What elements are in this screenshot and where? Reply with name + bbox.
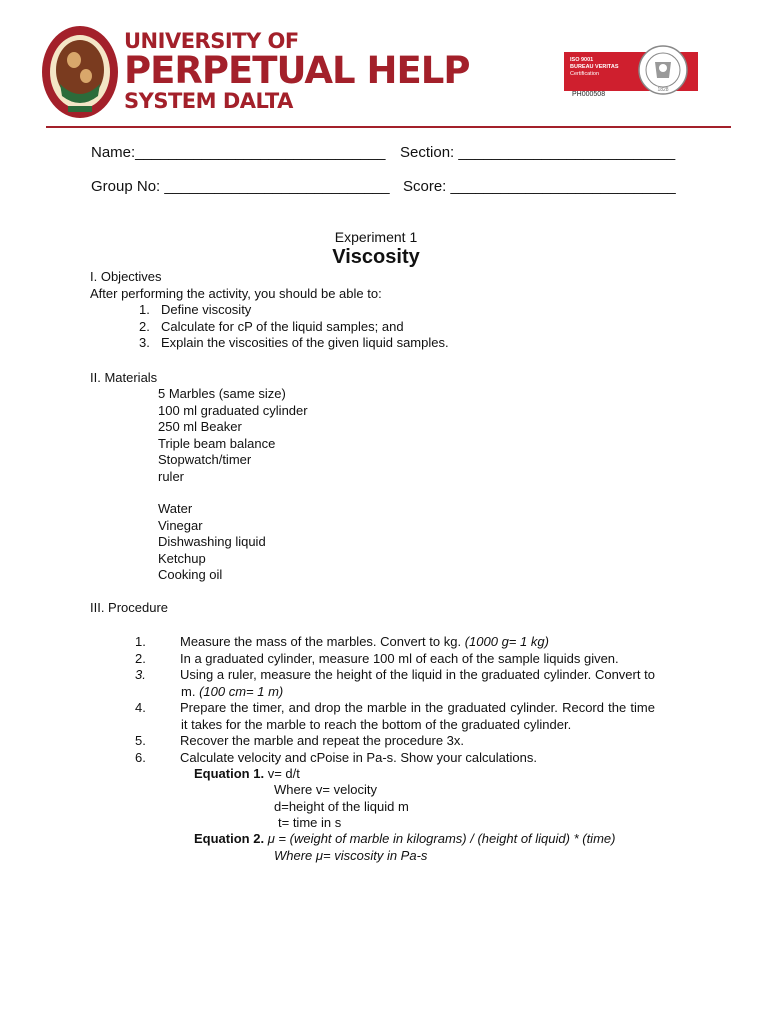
list-item: 250 ml Beaker	[158, 419, 242, 434]
objectives-heading: I. Objectives	[90, 269, 162, 284]
list-item: 2. Calculate for cP of the liquid samples; and	[139, 318, 404, 334]
university-line-3: SYSTEM DALTA	[124, 89, 293, 113]
university-line-2: PERPETUAL HELP	[124, 49, 470, 92]
objectives-section	[90, 269, 449, 352]
list-item: 6. Calculate velocity and cPoise in Pa-s. Show your calculations.	[135, 749, 537, 765]
equation-2-formula: μ = (weight of marble in kilograms) / (height of liquid) * (time)	[267, 831, 616, 846]
list-item: 3. Explain the viscosities of the given liquid samples.	[139, 335, 449, 350]
list-item: Triple beam balance	[158, 435, 276, 451]
list-item: 5. Recover the marble and repeat the procedure 3x.	[135, 733, 465, 748]
list-item: Ketchup	[158, 550, 206, 566]
cert-line-2: BUREAU VERITAS	[570, 64, 619, 70]
list-item: ruler	[158, 468, 185, 484]
equation-1-where-line: d=height of the liquid m	[274, 798, 409, 814]
materials-liquids-list	[158, 501, 266, 584]
university-line-1: UNIVERSITY OF	[124, 29, 299, 53]
equation-2	[194, 831, 615, 848]
equation-1-where	[274, 782, 409, 832]
list-item: Water	[158, 501, 193, 516]
cert-code: PH000508	[572, 91, 606, 98]
list-item: 3. Using a ruler, measure the height of the liquid in the graduated cylinder. Convert to m. (100 cm= 1 m)	[135, 667, 655, 699]
list-item: Vinegar	[158, 517, 203, 533]
bureau-veritas-seal-icon	[638, 44, 688, 96]
list-item: Stopwatch/timer	[158, 452, 252, 467]
equation-1-label: Equation 1.	[194, 766, 265, 781]
list-item: 5 Marbles (same size)	[158, 386, 286, 401]
cert-line-1: ISO 9001	[570, 57, 594, 63]
experiment-number: Experiment 1	[334, 229, 418, 245]
header-divider	[46, 126, 731, 128]
list-item: Cooking oil	[158, 567, 223, 582]
materials-heading: II. Materials	[90, 370, 158, 385]
list-item: 100 ml graduated cylinder	[158, 402, 308, 418]
cert-line-3: Certification	[570, 71, 600, 77]
iso-certification-text	[570, 57, 619, 78]
bv-year: 1828	[657, 87, 669, 93]
university-name	[124, 30, 469, 112]
score-field[interactable]: Score: ___________________________	[403, 178, 676, 195]
list-item: 2. In a graduated cylinder, measure 100 ml of each of the sample liquids given.	[135, 650, 619, 666]
procedure-heading: III. Procedure	[90, 600, 169, 615]
procedure-list	[135, 634, 655, 766]
equation-1-where-line: Where v= velocity	[274, 782, 377, 797]
list-item: 1. Define viscosity	[139, 302, 252, 317]
objectives-list	[90, 302, 449, 352]
list-item: 4. Prepare the timer, and drop the marble in the graduated cylinder. Record the time it takes for the marble to reach the bottom of the graduated cylinder.	[135, 700, 655, 732]
list-item: 1. Measure the mass of the marbles. Convert to kg. (1000 g= 1 kg)	[135, 634, 549, 649]
section-field[interactable]: Section: __________________________	[400, 144, 676, 161]
page-title: Viscosity	[332, 246, 420, 268]
equation-2-label: Equation 2.	[194, 831, 265, 846]
objectives-intro: After performing the activity, you should be able to:	[90, 285, 382, 301]
equation-2-where: Where μ= viscosity in Pa-s	[274, 848, 428, 863]
name-field[interactable]: Name:______________________________	[91, 144, 386, 161]
equation-1	[194, 766, 300, 783]
list-item: Dishwashing liquid	[158, 534, 266, 549]
group-field[interactable]: Group No: ___________________________	[91, 178, 390, 195]
materials-equipment-list	[158, 386, 308, 485]
equation-1-formula: v= d/t	[267, 766, 300, 781]
equation-1-where-line: t= time in s	[278, 815, 342, 830]
university-seal-icon	[40, 24, 120, 120]
